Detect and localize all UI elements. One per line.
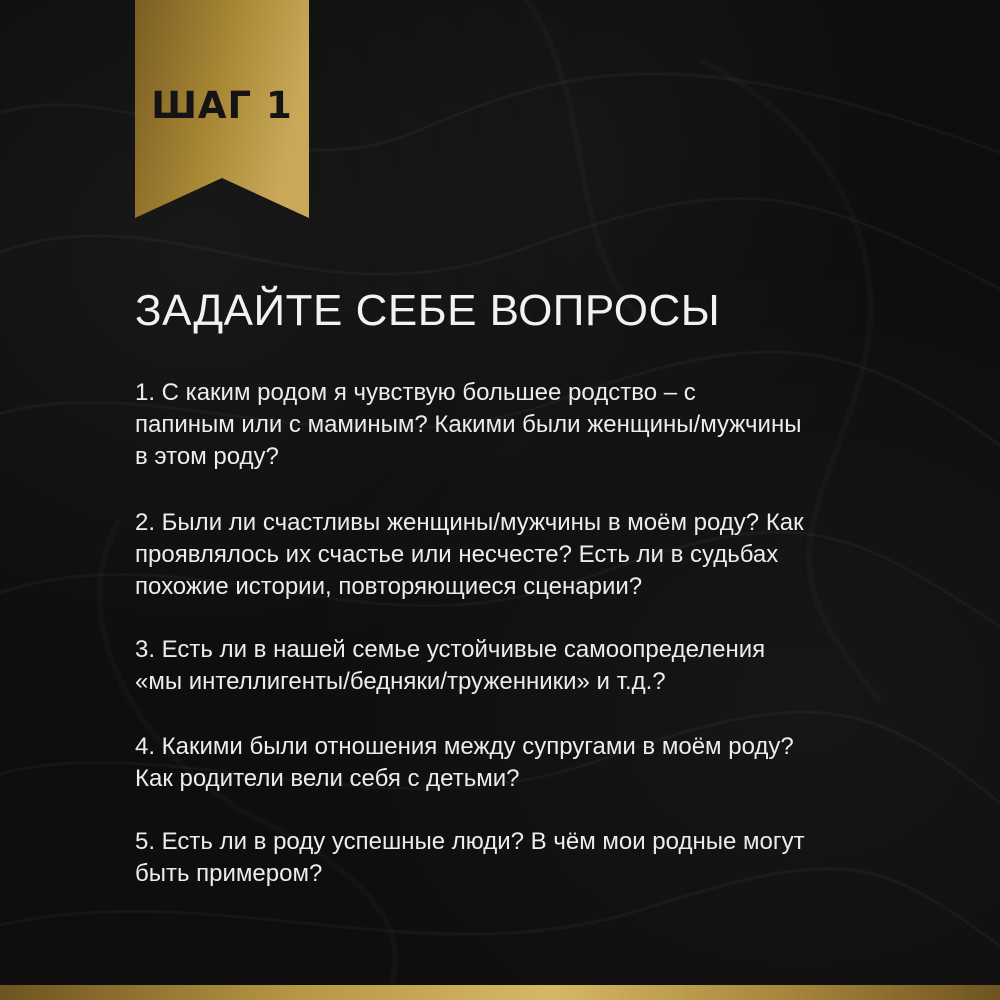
question-1-line-3: в этом роду? [135, 443, 279, 470]
step-label: ШАГ 1 [151, 84, 293, 127]
question-3-line-1: 3. Есть ли в нашей семье устойчивые самоопределения [135, 636, 766, 663]
question-5-line-1: 5. Есть ли в роду успешные люди? В чём мои родные могут [135, 828, 805, 855]
question-1-line-2: папиным или с маминым? Какими были женщины/мужчины [135, 411, 802, 438]
question-4-line-2: Как родители вели себя с детьми? [135, 765, 520, 792]
question-1 [135, 377, 875, 473]
question-2 [135, 507, 875, 603]
page-title: ЗАДАЙТЕ СЕБЕ ВОПРОСЫ [135, 286, 721, 335]
question-2-line-3: похожие истории, повторяющиеся сценарии? [135, 573, 643, 600]
bottom-gold-bar [0, 985, 1000, 1000]
question-4-line-1: 4. Какими были отношения между супругами в моём роду? [135, 733, 794, 760]
question-2-line-2: проявлялось их счастье или несчесте? Есть ли в судьбах [135, 541, 779, 568]
question-3-line-2: «мы интеллигенты/бедняки/труженники» и т.д.? [135, 668, 666, 695]
question-5 [135, 826, 875, 890]
question-4 [135, 731, 875, 795]
question-3 [135, 634, 875, 698]
question-5-line-2: быть примером? [135, 860, 323, 887]
question-1-line-1: 1. С каким родом я чувствую большее родство – с [135, 379, 696, 406]
question-2-line-1: 2. Были ли счастливы женщины/мужчины в моём роду? Как [135, 509, 804, 536]
